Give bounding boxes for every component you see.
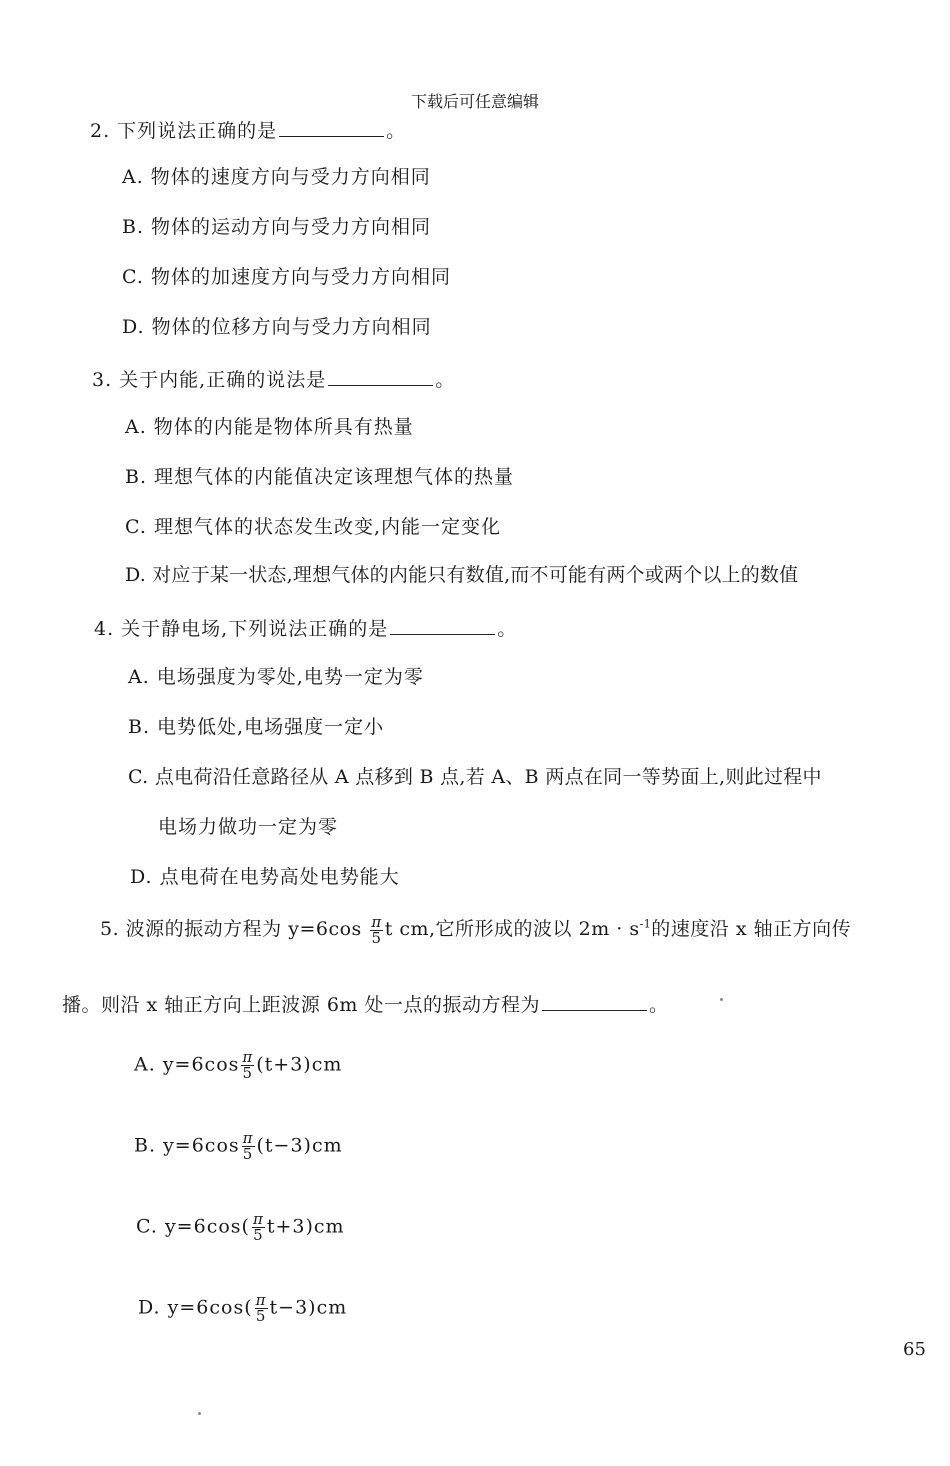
question-4-option-c: C. 点电荷沿任意路径从 A 点移到 B 点,若 A、B 两点在同一等势面上,则此过程中 <box>128 766 822 788</box>
option-label: C. <box>136 1215 158 1238</box>
question-5-text-1: 5. 波源的振动方程为 y=6cos <box>100 918 362 940</box>
question-5-option-a <box>134 1050 342 1081</box>
question-2-text: 2. 下列说法正确的是 <box>90 120 278 142</box>
option-formula-pre: y=6cos( <box>164 1215 250 1238</box>
question-3-option-b: B. 理想气体的内能值决定该理想气体的热量 <box>125 466 515 488</box>
option-label: D. <box>138 1296 161 1319</box>
option-label: A. <box>134 1053 156 1076</box>
fraction-numerator: π <box>242 1129 254 1147</box>
question-2-option-d: D. 物体的位移方向与受力方向相同 <box>122 316 432 338</box>
fraction-numerator: π <box>371 912 382 931</box>
question-5-stem-line1 <box>100 914 851 946</box>
fraction-denominator: 5 <box>242 1145 254 1163</box>
answer-blank <box>390 633 495 635</box>
fraction <box>252 1212 265 1243</box>
fraction-numerator: π <box>242 1048 254 1066</box>
question-3-text: 3. 关于内能,正确的说法是 <box>92 369 327 391</box>
question-2-stem <box>90 116 406 143</box>
page-number: 65 <box>903 1339 926 1360</box>
question-5-text-4: 播。则沿 x 轴正方向上距波源 6m 处一点的振动方程为 <box>62 994 540 1016</box>
question-3-stem <box>92 365 455 392</box>
question-5-option-d <box>138 1293 347 1324</box>
option-formula-post: t+3)cm <box>266 1215 345 1238</box>
fraction-denominator: 5 <box>253 1226 264 1244</box>
question-4-option-d: D. 点电荷在电势高处电势能大 <box>130 866 400 888</box>
option-formula-post: (t+3)cm <box>256 1053 343 1076</box>
question-4-end: 。 <box>497 618 518 640</box>
option-formula-pre: y=6cos( <box>167 1296 253 1319</box>
question-3-option-d: D. 对应于某一状态,理想气体的内能只有数值,而不可能有两个或两个以上的数值 <box>125 564 799 586</box>
fraction-denominator: 5 <box>255 1307 267 1325</box>
question-2-option-a: A. 物体的速度方向与受力方向相同 <box>122 166 431 188</box>
question-5-option-b <box>134 1131 343 1162</box>
question-4-text: 4. 关于静电场,下列说法正确的是 <box>94 618 389 640</box>
fraction-denominator: 5 <box>242 1064 254 1082</box>
question-5-text-3: 的速度沿 x 轴正方向传 <box>651 918 852 940</box>
question-3-option-a: A. 物体的内能是物体所具有热量 <box>125 416 414 438</box>
option-formula-pre: y=6cos <box>163 1134 240 1157</box>
scan-speck <box>198 1412 201 1415</box>
fraction-numerator: π <box>255 1291 267 1309</box>
option-formula-pre: y=6cos <box>162 1053 240 1076</box>
page-header: 下载后可任意编辑 <box>410 92 539 111</box>
question-3-option-c: C. 理想气体的状态发生改变,内能一定变化 <box>125 516 501 538</box>
option-formula-post: (t−3)cm <box>256 1134 343 1157</box>
option-formula-post: t−3)cm <box>269 1296 348 1319</box>
question-5-end: 。 <box>648 994 669 1016</box>
question-3-end: 。 <box>435 369 456 391</box>
scan-speck <box>720 998 723 1001</box>
answer-blank <box>542 1009 647 1011</box>
question-5-text-2: t cm,它所形成的波以 2m · s <box>384 918 640 940</box>
fraction-numerator: π <box>252 1210 264 1228</box>
fraction <box>370 912 382 947</box>
option-label: B. <box>134 1134 157 1157</box>
fraction <box>255 1293 268 1324</box>
question-5-option-c <box>136 1212 345 1243</box>
fraction <box>241 1050 254 1081</box>
question-4-option-c-continued: 电场力做功一定为零 <box>158 816 339 838</box>
question-4-option-b: B. 电势低处,电场强度一定小 <box>128 716 385 738</box>
question-4-option-a: A. 电场强度为零处,电势一定为零 <box>128 666 424 688</box>
question-2-option-c: C. 物体的加速度方向与受力方向相同 <box>122 266 451 288</box>
question-4-stem <box>94 614 517 641</box>
superscript: -1 <box>639 917 652 931</box>
question-2-end: 。 <box>386 120 407 142</box>
fraction <box>242 1131 255 1162</box>
question-5-stem-line2 <box>62 990 669 1017</box>
answer-blank <box>279 135 384 137</box>
question-2-option-b: B. 物体的运动方向与受力方向相同 <box>122 216 432 238</box>
fraction-denominator: 5 <box>371 928 382 947</box>
answer-blank <box>328 384 433 386</box>
